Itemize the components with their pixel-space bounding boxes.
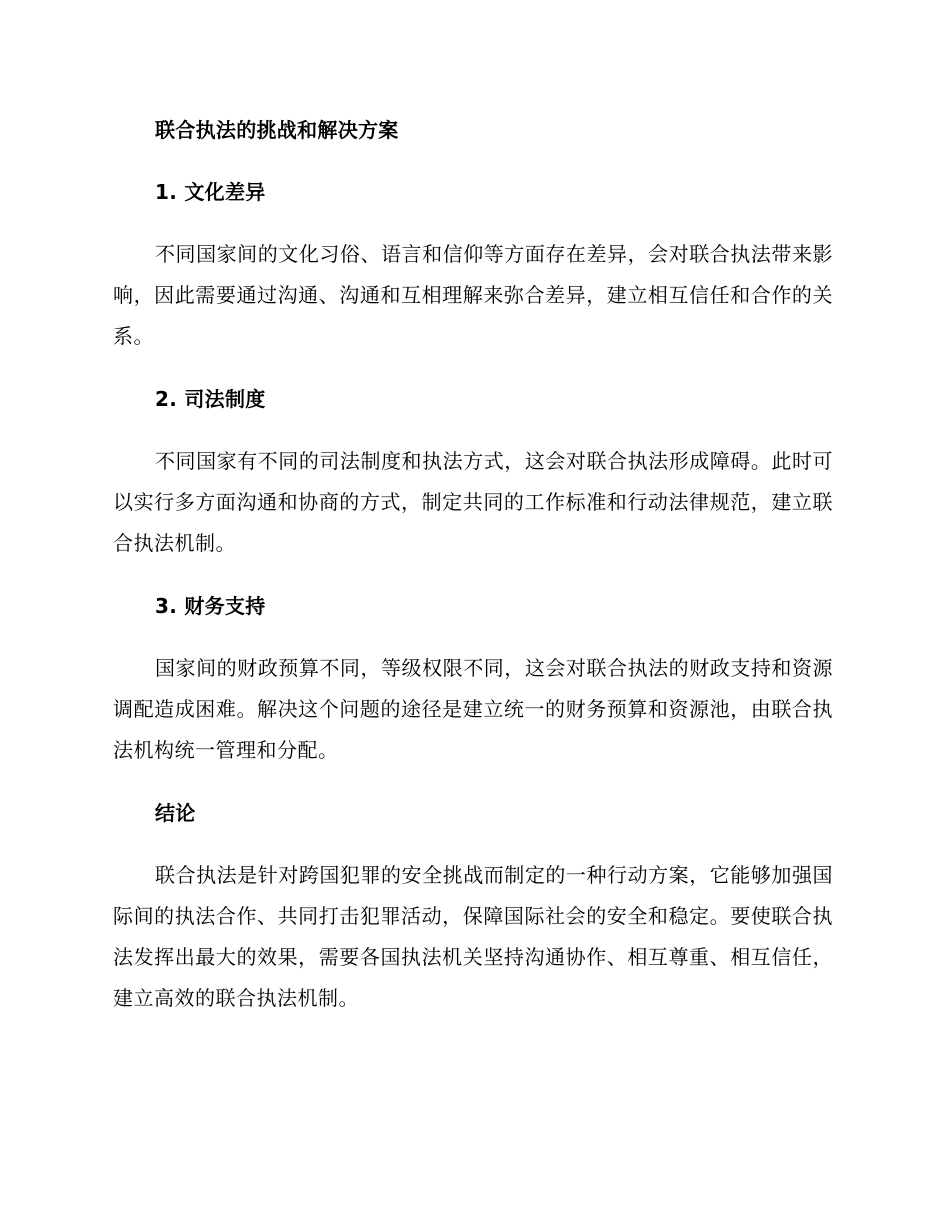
document-title: 联合执法的挑战和解决方案: [155, 118, 399, 142]
section-body-financial-support: 国家间的财政预算不同，等级权限不同，这会对联合执法的财政支持和资源调配造成困难。解决这个问题的途径是建立统一的财务预算和资源池，由联合执法机构统一管理和分配。: [113, 656, 833, 762]
section-heading-judicial-system: 2. 司法制度: [155, 387, 266, 411]
section-body-judicial-system: 不同国家有不同的司法制度和执法方式，这会对联合执法形成障碍。此时可以实行多方面沟通和协商的方式，制定共同的工作标准和行动法律规范，建立联合执法机制。: [113, 449, 833, 555]
section-heading-cultural-differences: 1. 文化差异: [155, 180, 266, 204]
section-body-cultural-differences: 不同国家间的文化习俗、语言和信仰等方面存在差异，会对联合执法带来影响，因此需要通过沟通、沟通和互相理解来弥合差异，建立相互信任和合作的关系。: [113, 242, 833, 348]
document-page: [113, 110, 833, 1041]
section-body-conclusion: 联合执法是针对跨国犯罪的安全挑战而制定的一种行动方案，它能够加强国际间的执法合作、共同打击犯罪活动，保障国际社会的安全和稳定。要使联合执法发挥出最大的效果，需要各国执法机关坚持沟通协作、相互尊重、相互信任，建立高效的联合执法机制。: [113, 863, 833, 1010]
section-heading-conclusion: 结论: [155, 801, 196, 825]
section-heading-financial-support: 3. 财务支持: [155, 594, 266, 618]
